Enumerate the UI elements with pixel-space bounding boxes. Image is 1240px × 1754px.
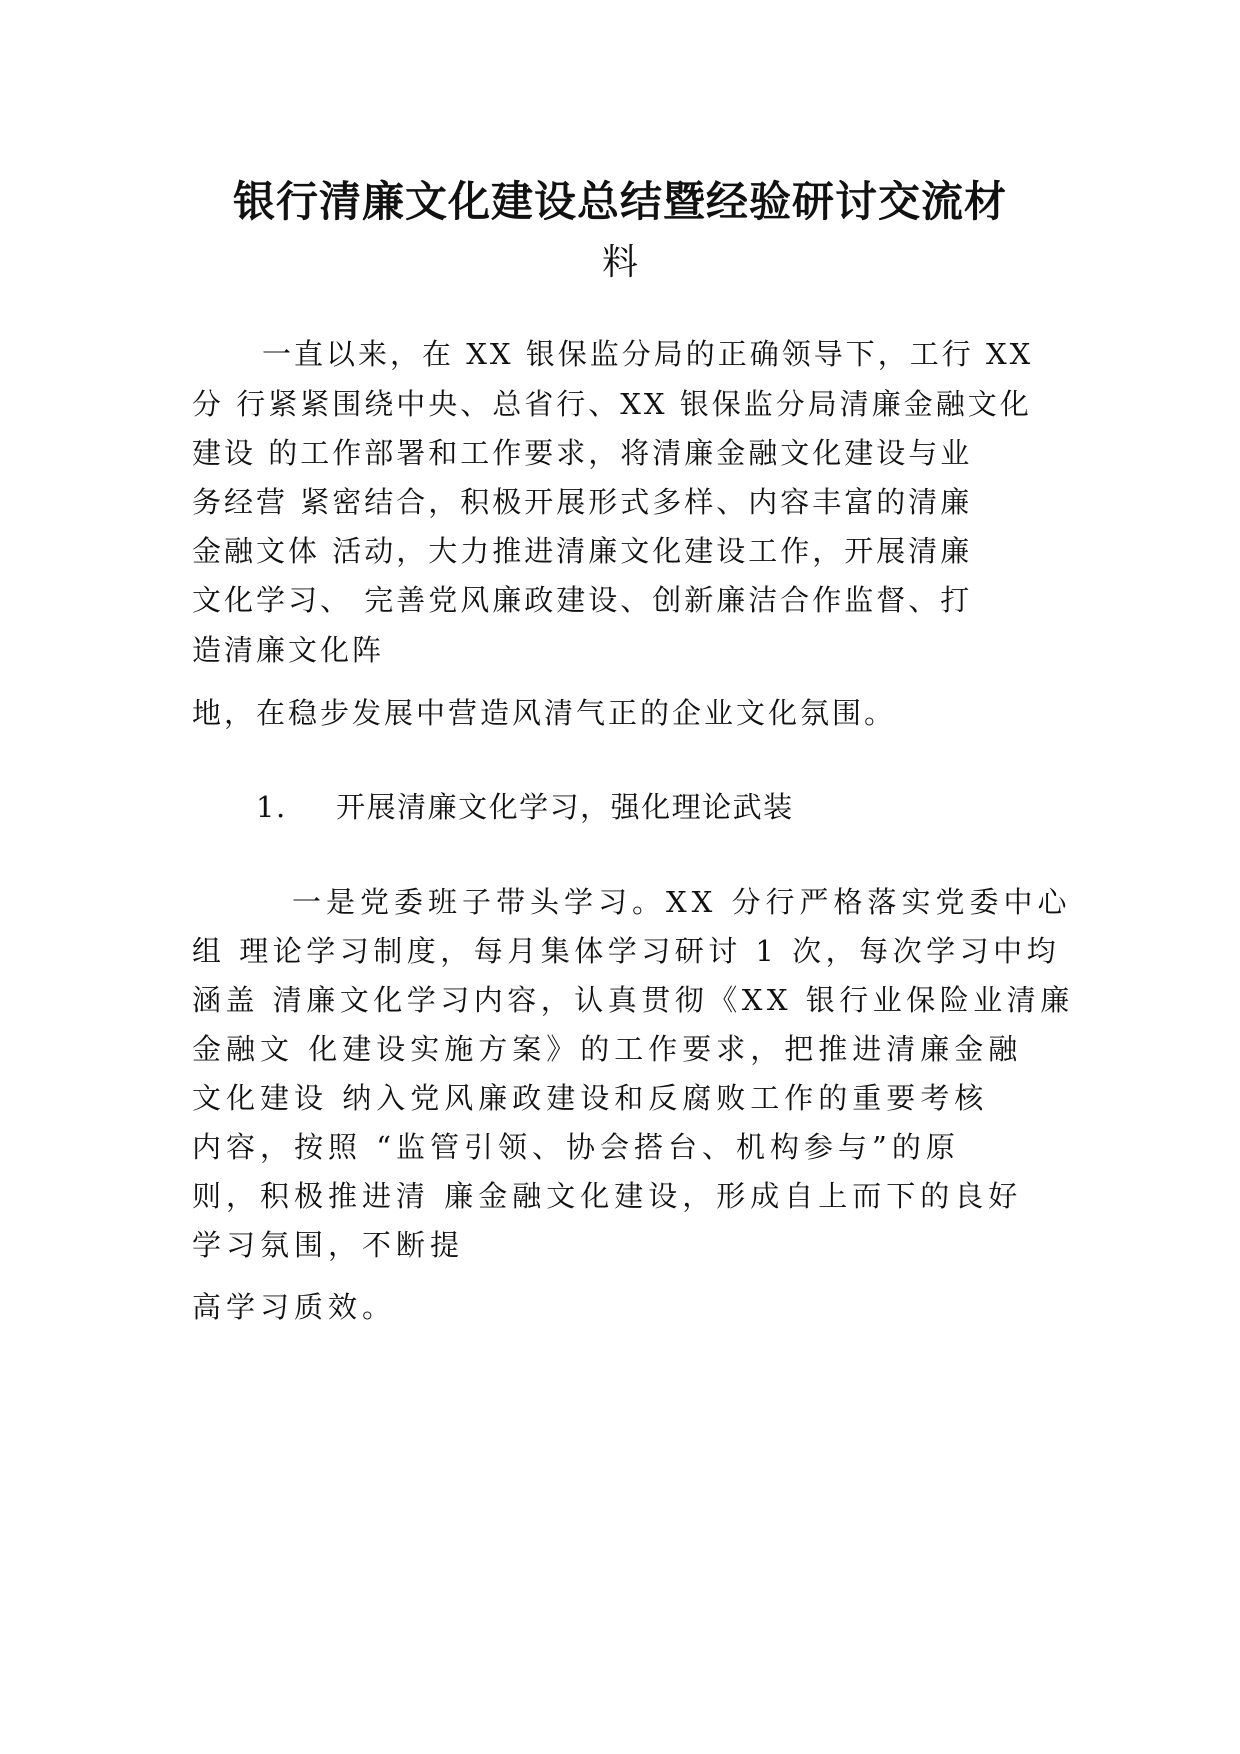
paragraph-2-line-4: 金融文 化建设实施方案》的工作要求，把推进清廉金融 <box>192 1032 1023 1066</box>
paragraph-2-line-5: 文化建设 纳入党风廉政建设和反腐败工作的重要考核 <box>192 1081 989 1115</box>
paragraph-1-tail: 地，在稳步发展中营造风清气正的企业文化氛围。 <box>192 696 897 730</box>
title-line-2: 料 <box>601 242 638 283</box>
paragraph-2-tail: 高学习质效。 <box>192 1290 397 1324</box>
document-title <box>180 172 1060 294</box>
section-1-heading-text: 开展清廉文化学习，强化理论武装 <box>336 790 794 824</box>
paragraph-1-line-2: 分 行紧紧围绕中央、总省行、XX 银保监分局清廉金融文化 <box>192 387 1032 421</box>
paragraph-2-line-8: 学习氛围，不断提 <box>192 1228 465 1262</box>
paragraph-2-line-6: 内容，按照 “监管引领、协会搭台、机构参与”的原 <box>192 1130 960 1164</box>
paragraph-1-line-5: 金融文体 活动，大力推进清廉文化建设工作，开展清廉 <box>192 534 973 568</box>
paragraph-2-line-3: 涵盖 清廉文化学习内容，认真贯彻《XX 银行业保险业清廉 <box>192 983 1074 1017</box>
paragraph-1-line-1: 一直以来，在 XX 银保监分局的正确领导下，工行 XX <box>262 337 1034 371</box>
paragraph-2-line-7: 则，积极推进清 廉金融文化建设，形成自上而下的良好 <box>192 1179 1023 1213</box>
section-1-heading <box>256 787 794 827</box>
title-line-1: 银行清廉文化建设总结暨经验研讨交流材 <box>232 177 1007 226</box>
paragraph-1-line-7: 造清廉文化阵 <box>192 633 385 667</box>
paragraph-1-line-4: 务经营 紧密结合，积极开展形式多样、内容丰富的清廉 <box>192 485 973 519</box>
paragraph-2-line-2: 组 理论学习制度，每月集体学习研讨 1 次，每次学习中均 <box>192 934 1061 968</box>
paragraph-1-line-6: 文化学习、 完善党风廉政建设、创新廉洁合作监督、打 <box>192 583 973 617</box>
paragraph-1-line-3: 建设 的工作部署和工作要求，将清廉金融文化建设与业 <box>192 436 973 470</box>
section-1-number: 1. <box>256 790 287 824</box>
paragraph-2-line-1: 一是党委班子带头学习。XX 分行严格落实党委中心 <box>292 885 1072 919</box>
